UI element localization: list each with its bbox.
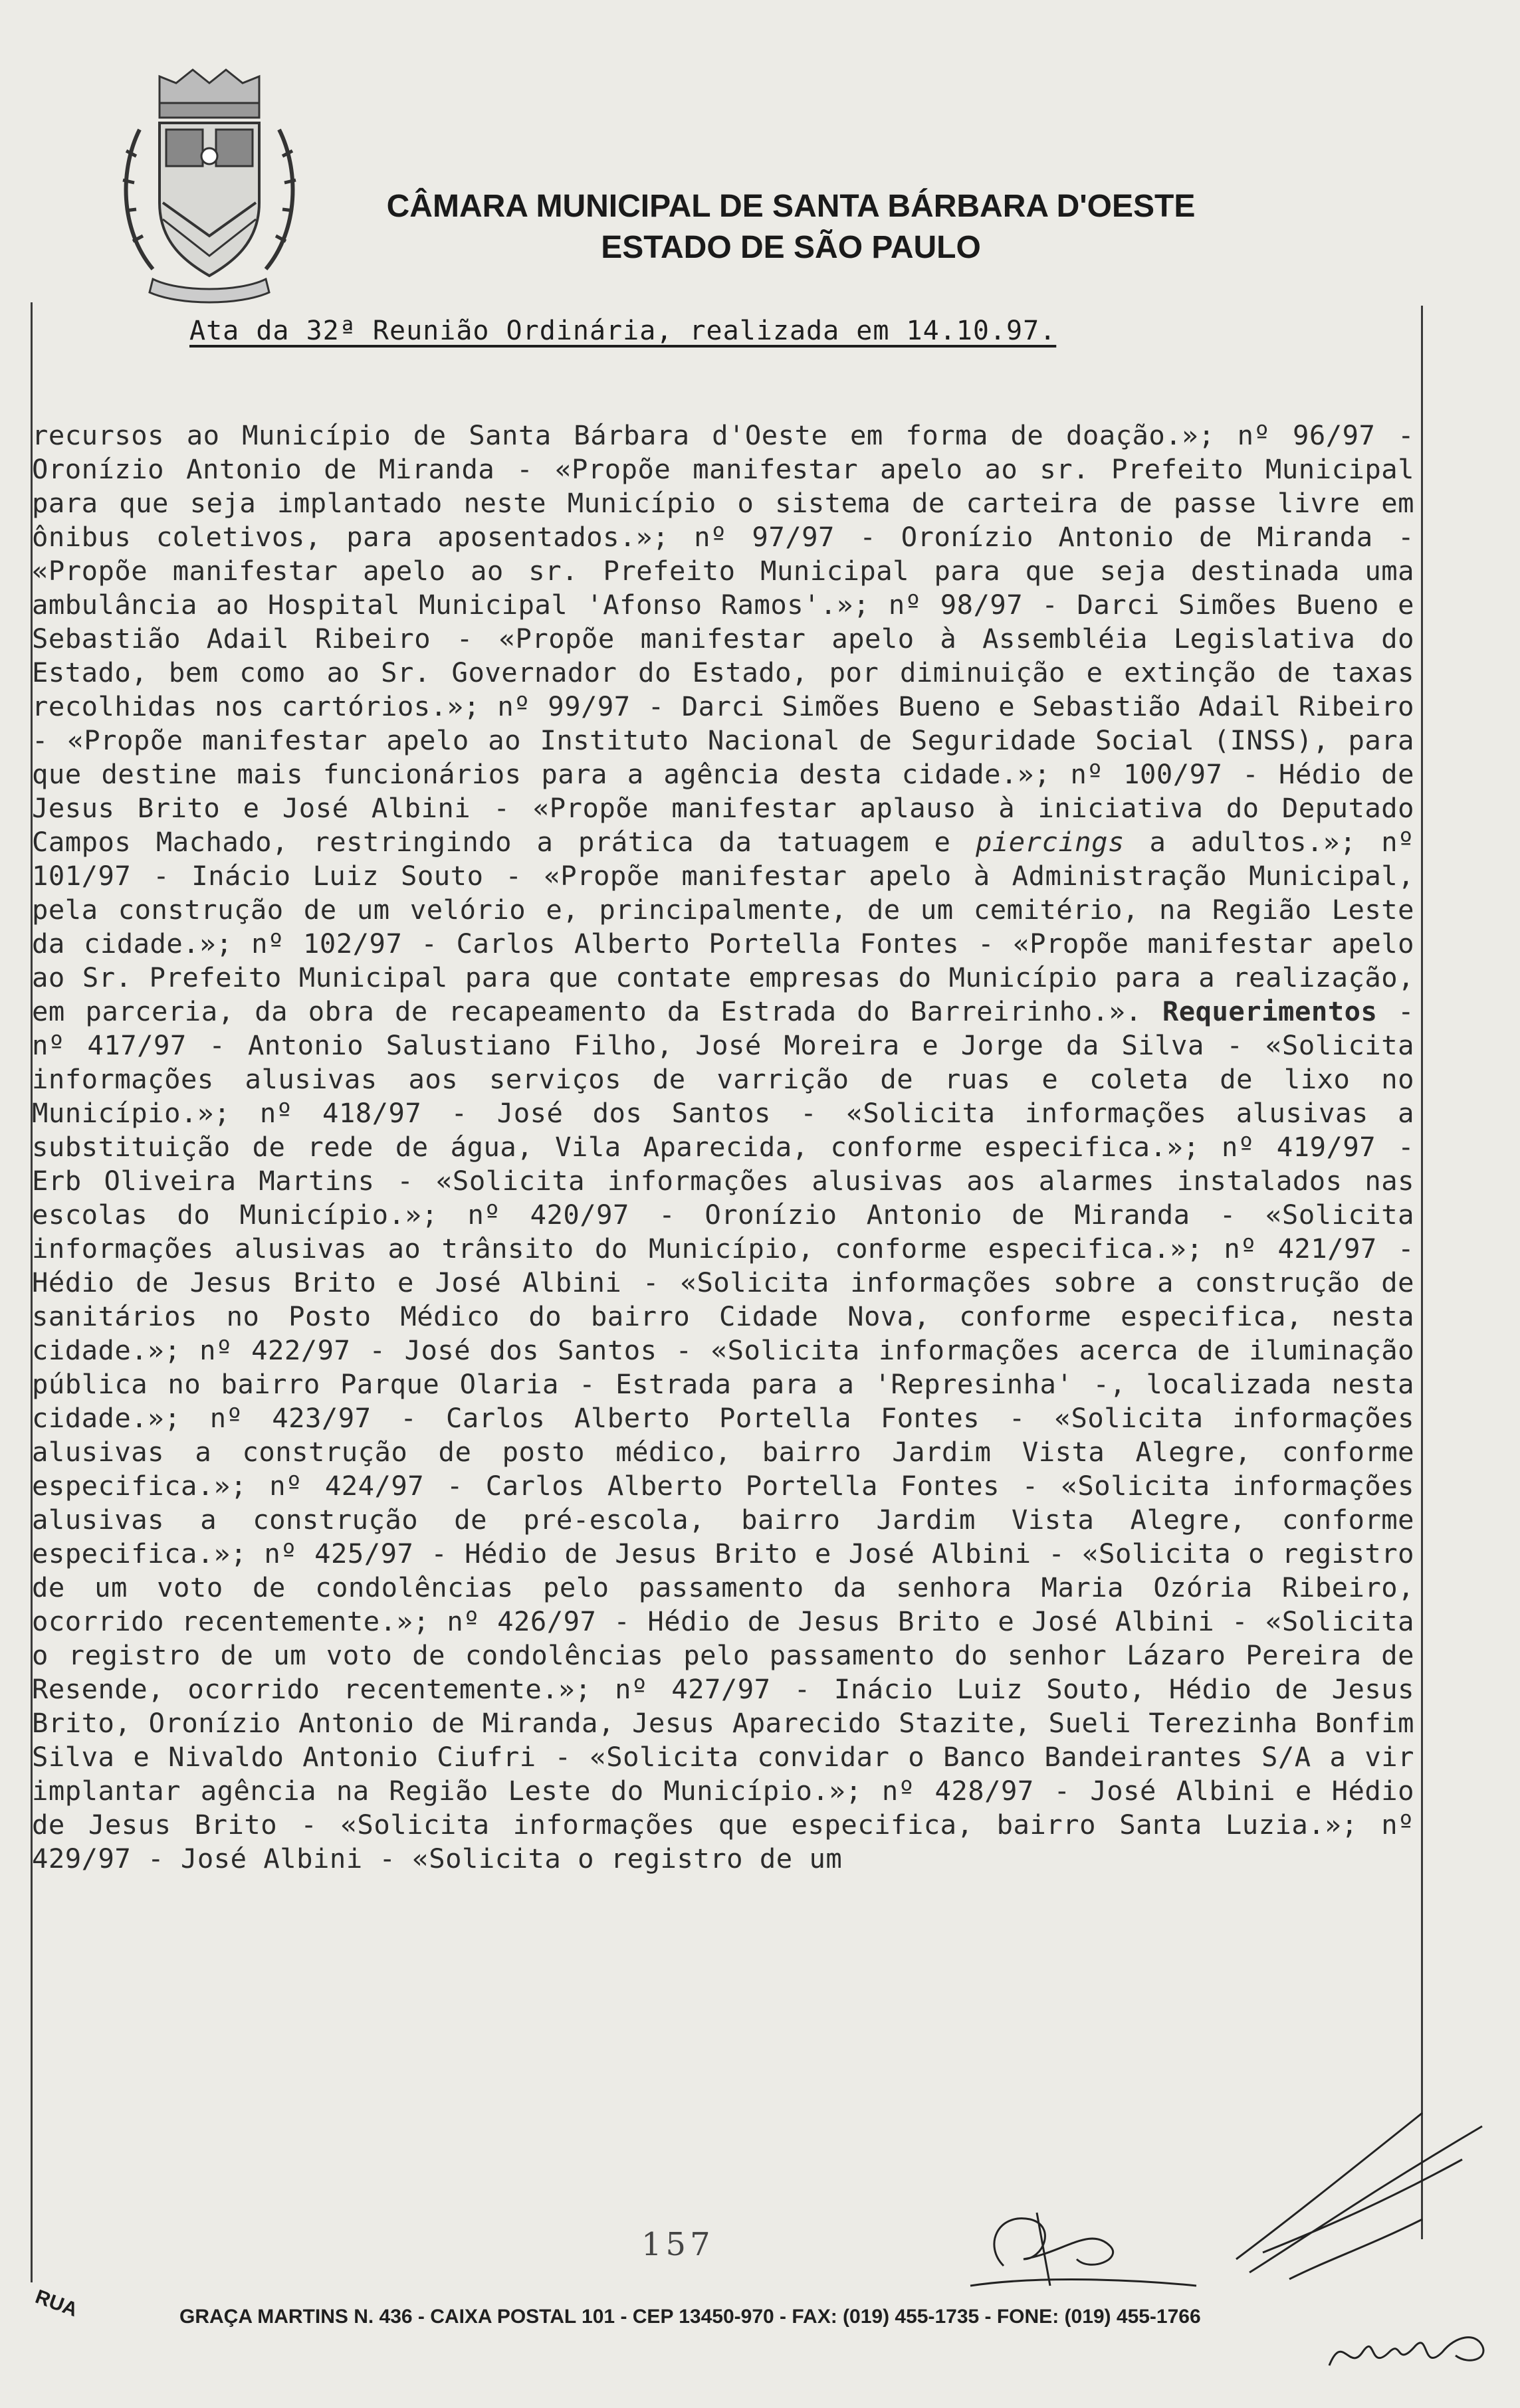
coat-of-arms-icon xyxy=(113,63,306,309)
document-header xyxy=(372,186,1210,268)
signature-icon xyxy=(957,2086,1502,2306)
footer-address xyxy=(32,2286,1422,2359)
institution-name: CÂMARA MUNICIPAL DE SANTA BÁRBARA D'OESTE xyxy=(386,189,1196,224)
body-paragraph-3: - nº 417/97 - Antonio Salustiano Filho, José Moreira e Jorge da Silva - «Solicita informações alusivas aos serviços de varrição de ruas e coleta de lixo no Município.»; nº 418/97 - José dos Santos - «Solicita informações alusivas a substituição de rede de água, Vila Aparecida, conforme especifica.»; nº 419/97 - Erb Oliveira Martins - «Solicita informações alusivas aos alarmes instalados nas escolas do Município.»; nº 420/97 - Oronízio Antonio de Miranda - «Solicita informações alusivas ao trânsito do Município, conforme especifica.»; nº 421/97 - Hédio de Jesus Brito e José Albini - «Solicita informações sobre a construção de sanitários no Posto Médico do bairro Cidade Nova, conforme especifica, nesta cidade.»; nº 422/97 - José dos Santos - «Solicita informações acerca de iluminação pública no bairro Parque Olaria - Estrada para a 'Represinha' -, localizada nesta cidade.»; nº 423/97 - Carlos Alberto Portella Fontes - «Solicita informações alusivas a construção de posto médico, bairro Jardim Vista Alegre, conforme especifica.»; nº 424/97 - Carlos Alberto Portella Fontes - «Solicita informações alusivas a construção de pré-escola, bairro Jardim Vista Alegre, conforme especifica.»; nº 425/97 - Hédio de Jesus Brito e José Albini - «Solicita o registro de um voto de condolências pelo passamento da senhora Maria Ozória Ribeiro, ocorrido recentemente.»; nº 426/97 - Hédio de Jesus Brito e José Albini - «Solicita o registro de um voto de condolências pelo passamento do senhor Lázaro Pereira de Resende, ocorrido recentemente.»; nº 427/97 - Inácio Luiz Souto, Hédio de Jesus Brito, Oronízio Antonio de Miranda, Jesus Aparecido Stazite, Sueli Terezinha Bonfim Silva e Nivaldo Antonio Ciufri - «Solicita convidar o Banco Bandeirantes S/A a vir implantar agência na Região Leste do Município.»; nº 428/97 - José Albini e Hédio de Jesus Brito - «Solicita informações que especifica, bairro Santa Luzia.»; nº 429/97 - José Albini - «Solicita o registro de um xyxy=(32,995,1414,1874)
state-name: ESTADO DE SÃO PAULO xyxy=(601,230,981,265)
page-number: 157 xyxy=(641,2226,714,2263)
minutes-title: Ata da 32ª Reunião Ordinária, realizada em 14.10.97. xyxy=(189,316,1057,346)
body-paragraph-2: a adultos.»; nº 101/97 - Inácio Luiz Souto - «Propõe manifestar apelo à Administração Municipal, pela construção de um velório e, principalmente, de um cemitério, na Região Leste da cidade.»; nº 102/97 - Carlos Alberto Portella Fontes - «Propõe manifestar apelo ao Sr. Prefeito Municipal para que contate empresas do Município para a realização, em parceria, da obra de recapeamento da Estrada do Barreirinho.». xyxy=(32,826,1414,1027)
footer-street-prefix: RUA xyxy=(32,2286,81,2322)
requerimentos-label: Requerimentos xyxy=(1162,995,1378,1027)
body-paragraph-1: recursos ao Município de Santa Bárbara d'Oeste em forma de doação.»; nº 96/97 - Oronízio Antonio de Miranda - «Propõe manifestar apelo ao sr. Prefeito Municipal para que seja implantado neste Município o sistema de carteira de passe livre em ônibus coletivos, para aposentados.»; nº 97/97 - Oronízio Antonio de Miranda - «Propõe manifestar apelo ao sr. Prefeito Municipal para que seja destinada uma ambulância ao Hospital Municipal 'Afonso Ramos'.»; nº 98/97 - Darci Simões Bueno e Sebastião Adail Ribeiro - «Propõe manifestar apelo à Assembléia Legislativa do Estado, bem como ao Sr. Governador do Estado, por diminuição e extinção de taxas recolhidas nos cartórios.»; nº 99/97 - Darci Simões Bueno e Sebastião Adail Ribeiro - «Propõe manifestar apelo ao Instituto Nacional de Seguridade Social (INSS), para que destine mais funcionários para a agência desta cidade.»; nº 100/97 - Hédio de Jesus Brito e José Albini - «Propõe manifestar aplauso à iniciativa do Deputado Campos Machado, restringindo a prática da tatuagem e xyxy=(32,419,1414,858)
minutes-body xyxy=(32,419,1414,1876)
footer-address-text: GRAÇA MARTINS N. 436 - CAIXA POSTAL 101 - CEP 13450-970 - FAX: (019) 455-1735 - FONE: (019) 455-1766 xyxy=(179,2306,1201,2328)
right-margin-rule xyxy=(1421,306,1423,2239)
italic-term: piercings xyxy=(975,826,1125,858)
